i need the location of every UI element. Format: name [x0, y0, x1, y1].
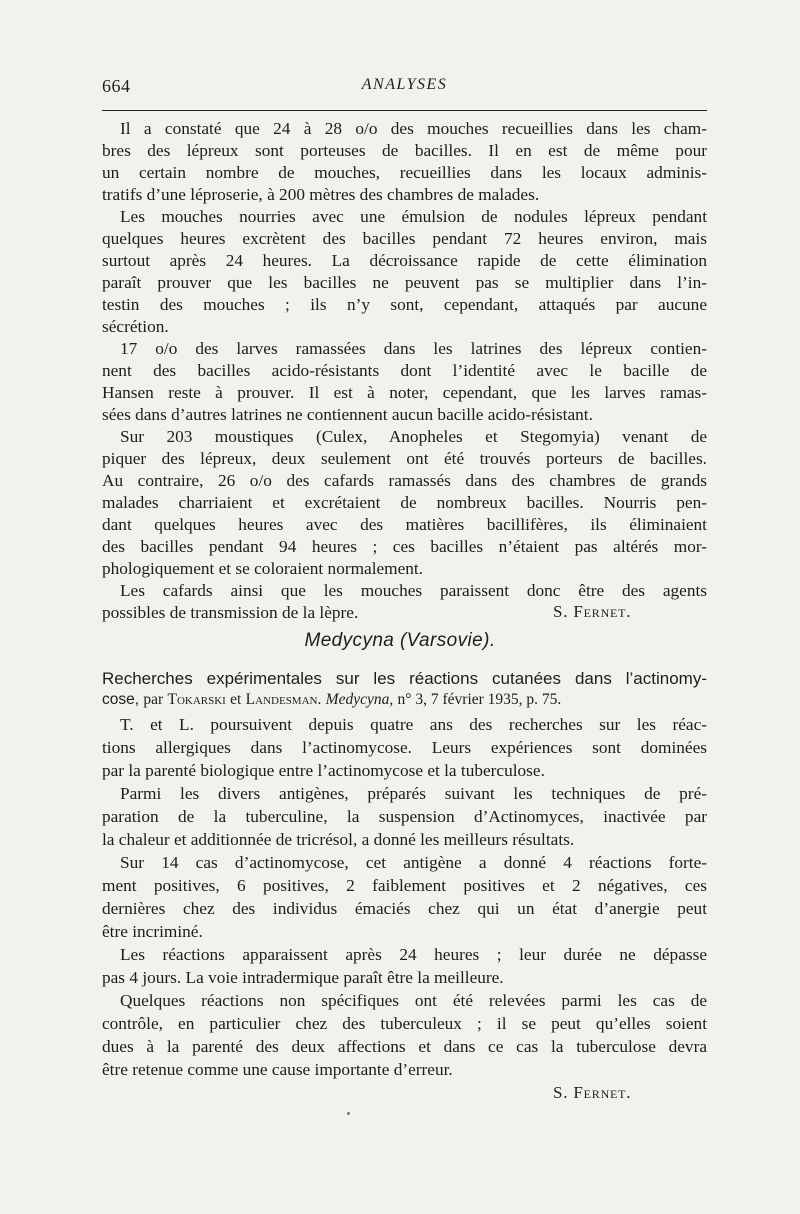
paragraph-line: bres des lépreux sont porteuses de bacilles. Il en est de même pour — [102, 141, 707, 160]
paragraph-line: Les mouches nourries avec une émulsion de nodules lépreux pendant — [120, 207, 707, 226]
article-citation: cose, par Tokarski et Landesman. Medycyna, n° 3, 7 février 1935, p. 75. — [102, 691, 562, 708]
journal-heading: Medycyna (Varsovie). — [304, 630, 496, 651]
paper-speck — [347, 1112, 350, 1115]
paragraph-line: ment positives, 6 positives, 2 faiblement positives et 2 négatives, ces — [102, 876, 707, 895]
paragraph-line: testin des mouches ; ils n’y sont, cependant, attaqués par aucune — [102, 295, 707, 314]
paragraph-line: Les réactions apparaissent après 24 heures ; leur durée ne dépasse — [120, 945, 707, 964]
signature: S. Fernet. — [553, 602, 632, 621]
paragraph-line: paration de la tuberculine, la suspension d’Actinomyces, inactivée par — [102, 807, 707, 826]
paragraph-line: par la parenté biologique entre l’actinomycose et la tuberculose. — [102, 761, 545, 780]
paragraph-line: Il a constaté que 24 à 28 o/o des mouches recueillies dans les cham- — [120, 119, 707, 138]
paragraph-line: Sur 14 cas d’actinomycose, cet antigène a donné 4 réactions forte- — [120, 853, 707, 872]
author-name: Landesman. — [245, 691, 322, 708]
paragraph-line: contrôle, en particulier chez des tuberculeux ; il se peut qu’elles soient — [102, 1014, 707, 1033]
paragraph-line: être retenue comme une cause importante d’erreur. — [102, 1060, 453, 1079]
paragraph-line: phologiquement et se coloraient normalement. — [102, 559, 424, 578]
paragraph-line: tions allergiques dans l’actinomycose. Leurs expériences sont dominées — [102, 738, 707, 757]
running-title: ANALYSES — [361, 76, 448, 93]
paragraph-line: Quelques réactions non spécifiques ont été relevées parmi les cas de — [120, 991, 707, 1010]
paragraph-line: T. et L. poursuivent depuis quatre ans des recherches sur les réac- — [120, 715, 707, 734]
paragraph-line: Hansen reste à prouver. Il est à noter, cependant, que les larves ramas- — [102, 383, 707, 402]
paragraph-line: dernières chez des individus émaciés chez qui un état d’anergie peut — [102, 899, 707, 918]
paragraph-line: paraît prouver que les bacilles ne peuvent pas se multiplier dans l’in- — [102, 273, 707, 292]
page-number: 664 — [102, 76, 131, 96]
paragraph-line: Parmi les divers antigènes, préparés suivant les techniques de pré- — [120, 784, 707, 803]
paragraph-line: Au contraire, 26 o/o des cafards ramassés dans des chambres de grands — [102, 471, 707, 490]
paragraph-line: être incriminé. — [102, 922, 203, 941]
paragraph-line: Sur 203 moustiques (Culex, Anopheles et Stegomyia) venant de — [120, 427, 707, 446]
paragraph-line: possibles de transmission de la lèpre. — [102, 603, 359, 622]
page-header — [102, 76, 707, 106]
author-name: Tokarski — [167, 691, 226, 708]
journal-name: Medycyna, — [325, 691, 394, 708]
paragraph-line: sécrétion. — [102, 317, 169, 336]
paragraph-line: la chaleur et additionnée de tricrésol, a donné les meilleurs résultats. — [102, 830, 575, 849]
paragraph-line: Les cafards ainsi que les mouches paraissent donc être des agents — [120, 581, 707, 600]
paragraph-line: un certain nombre de mouches, recueillies dans les locaux adminis- — [102, 163, 707, 182]
paragraph-line: tratifs d’une léproserie, à 200 mètres des chambres de malades. — [102, 185, 540, 204]
paragraph-line: piquer des lépreux, deux seulement ont été trouvés porteurs de bacilles. — [102, 449, 707, 468]
header-rule — [102, 110, 707, 111]
paragraph-line: quelques heures excrètent des bacilles pendant 72 heures environ, mais — [102, 229, 707, 248]
article-title: Recherches expérimentales sur les réactions cutanées dans l’actinomy- — [102, 669, 707, 688]
paragraph-line: pas 4 jours. La voie intradermique paraît être la meilleure. — [102, 968, 504, 987]
paragraph-line: surtout après 24 heures. La décroissance rapide de cette élimination — [102, 251, 707, 270]
paragraph-line: des bacilles pendant 94 heures ; ces bacilles n’étaient pas altérés mor- — [102, 537, 707, 556]
paragraph-line: sées dans d’autres latrines ne contiennent aucun bacille acido-résistant. — [102, 405, 593, 424]
paragraph-line: 17 o/o des larves ramassées dans les latrines des lépreux contien- — [120, 339, 707, 358]
signature: S. Fernet. — [553, 1083, 632, 1102]
paragraph-line: malades charriaient et excrétaient de nombreux bacilles. Nourris pen- — [102, 493, 707, 512]
paragraph-line: dues à la parenté des deux affections et dans ce cas la tuberculose devra — [102, 1037, 707, 1056]
paragraph-line: dant quelques heures avec des matières bacillifères, ils éliminaient — [102, 515, 707, 534]
paragraph-line: nent des bacilles acido-résistants dont l’identité avec le bacille de — [102, 361, 707, 380]
